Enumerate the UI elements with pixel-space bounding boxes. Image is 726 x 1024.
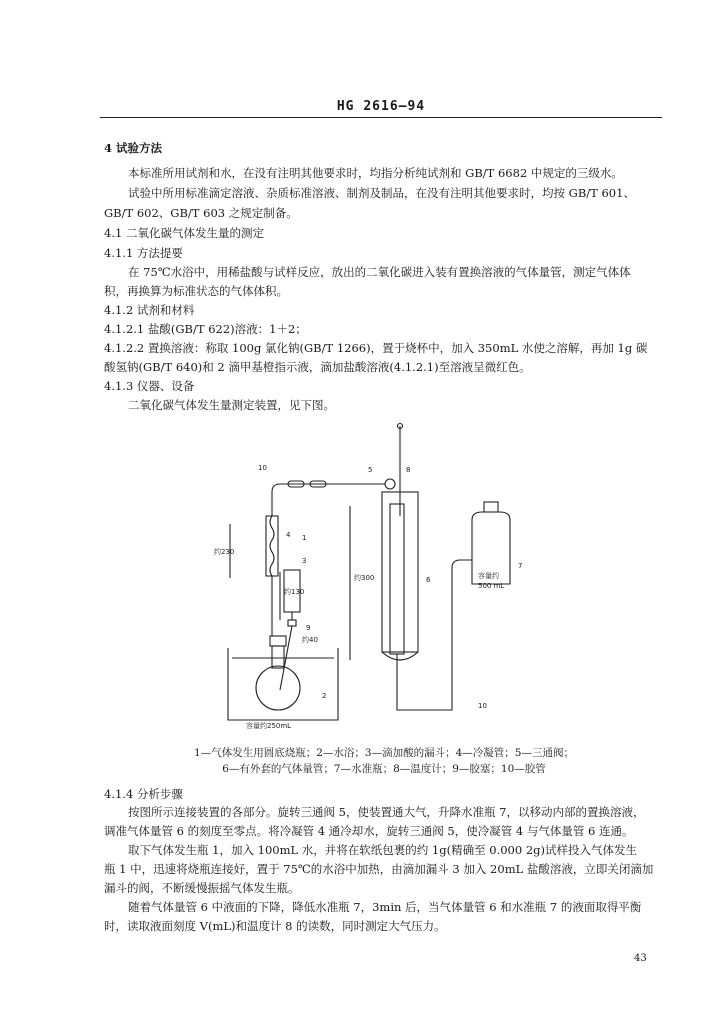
page-number: 43 — [634, 953, 647, 964]
co2-apparatus-diagram — [210, 420, 540, 740]
paragraph-step3-line1: 随着气体量管 6 中液面的下降，降低水准瓶 7，3min 后，当气体量管 6 和水准瓶 7 的液面取得平衡 — [128, 900, 642, 914]
rubber-tubing-top — [272, 484, 385, 492]
paragraph-principle-line1: 在 75℃水浴中，用稀盐酸与试样反应，放出的二氧化碳进入装有置换溶液的气体量管，测定气体体 — [128, 265, 631, 279]
label-3: 3 — [302, 557, 307, 565]
rubber-tubing-bottom — [397, 560, 472, 710]
dim-label-phi230: 约230 — [214, 548, 235, 556]
bottle-volume-label-2: 500 mL — [478, 582, 505, 590]
paragraph-step1-line2: 调准气体量管 6 的刻度至零点。将冷凝管 4 通冷却水，旋转三通阀 5，使冷凝管 4 与气体量管 6 连通。 — [104, 824, 634, 838]
label-10-bottom: 10 — [478, 702, 487, 710]
rubber-stopper — [270, 636, 286, 646]
label-5: 5 — [368, 466, 373, 474]
label-7: 7 — [518, 562, 523, 570]
heading-4-1-4: 4.1.4 分析步骤 — [104, 787, 183, 801]
heading-4-1-2-1: 4.1.2.1 盐酸(GB/T 622)溶液：1＋2； — [104, 322, 307, 336]
paragraph-apparatus: 二氧化碳气体发生量测定装置，见下图。 — [128, 398, 335, 412]
figure-caption-line2: 6—有外套的气体量管；7—水准瓶；8—温度计；9—胶塞；10—胶管 — [222, 763, 546, 775]
label-8: 8 — [406, 466, 411, 474]
paragraph-solutions-line2: GB/T 602、GB/T 603 之规定制备。 — [104, 206, 298, 220]
round-bottom-flask — [256, 666, 300, 710]
paragraph-step2-line1: 取下气体发生瓶 1，加入 100mL 水，并将在软纸包裹的约 1g(精确至 0.000 2g)试样投入气体发生 — [128, 843, 637, 857]
paragraph-step3-line2: 时，读取液面刻度 V(mL)和温度计 8 的读数，同时测定大气压力。 — [104, 919, 446, 933]
section-4-title: 4 试验方法 — [104, 141, 163, 155]
paragraph-principle-line2: 积，再换算为标准状态的气体体积。 — [104, 284, 288, 298]
dim-label-phi130: 约130 — [284, 588, 305, 596]
heading-4-1-1: 4.1.1 方法提要 — [104, 246, 183, 260]
label-2: 2 — [322, 692, 327, 700]
flask-volume-label: 容量约250mL — [246, 722, 292, 730]
heading-4-1-2-2-line2: 酸氢钠(GB/T 640)和 2 滴甲基橙指示液，滴加盐酸溶液(4.1.2.1)至溶液呈微红色。 — [104, 360, 531, 374]
burette-jacket-bottom — [382, 652, 418, 660]
paragraph-step2-line2: 瓶 1 中，迅速将烧瓶连接好，置于 75℃的水浴中加热，由滴加漏斗 3 加入 20mL 盐酸溶液，立即关闭滴加 — [104, 862, 654, 876]
label-10-top: 10 — [258, 464, 267, 472]
paragraph-solutions-line1: 试验中所用标准滴定溶液、杂质标准溶液、制剂及制品，在没有注明其他要求时，均按 GB/T 601、 — [128, 186, 635, 200]
label-9: 9 — [306, 624, 311, 632]
bottle-neck — [484, 502, 498, 512]
flask-neck — [272, 646, 284, 668]
bottle-volume-label-1: 容量约 — [478, 572, 499, 580]
paragraph-reagents: 本标准所用试剂和水，在没有注明其他要求时，均指分析纯试剂和 GB/T 6682 中规定的三级水。 — [128, 166, 623, 180]
paragraph-step2-line3: 漏斗的阀，不断缓慢振摇气体发生瓶。 — [104, 881, 300, 895]
figure-caption-line1: 1—气体发生用圆底烧瓶；2—水浴；3—滴加酸的漏斗；4—冷凝管；5—三通阀； — [194, 747, 574, 759]
label-6: 6 — [426, 576, 431, 584]
heading-4-1-3: 4.1.3 仪器、设备 — [104, 379, 195, 393]
paragraph-step1-line1: 按图所示连接装置的各部分。旋转三通阀 5，使装置通大气，升降水准瓶 7，以移动内部的置换溶液， — [128, 805, 645, 819]
label-1: 1 — [302, 534, 307, 542]
heading-4-1-2: 4.1.2 试剂和材料 — [104, 303, 195, 317]
condenser-coil — [270, 516, 274, 576]
heading-4-1: 4.1 二氧化碳气体发生量的测定 — [104, 226, 264, 240]
dim-label-phi40: 约40 — [302, 636, 318, 644]
standard-code-header: HG 2616—94 — [336, 99, 426, 114]
funnel-stopcock — [288, 620, 296, 626]
header-rule — [100, 117, 662, 118]
three-way-valve — [385, 479, 395, 489]
heading-4-1-2-2-line1: 4.1.2.2 置换溶液：称取 100g 氯化钠(GB/T 1266)，置于烧杯中，加入 350mL 水使之溶解，再加 1g 碳 — [104, 341, 648, 355]
label-4: 4 — [286, 531, 291, 539]
gas-burette — [390, 504, 404, 654]
dim-label-phi300: 约300 — [354, 574, 375, 582]
condenser-jacket — [266, 516, 278, 576]
